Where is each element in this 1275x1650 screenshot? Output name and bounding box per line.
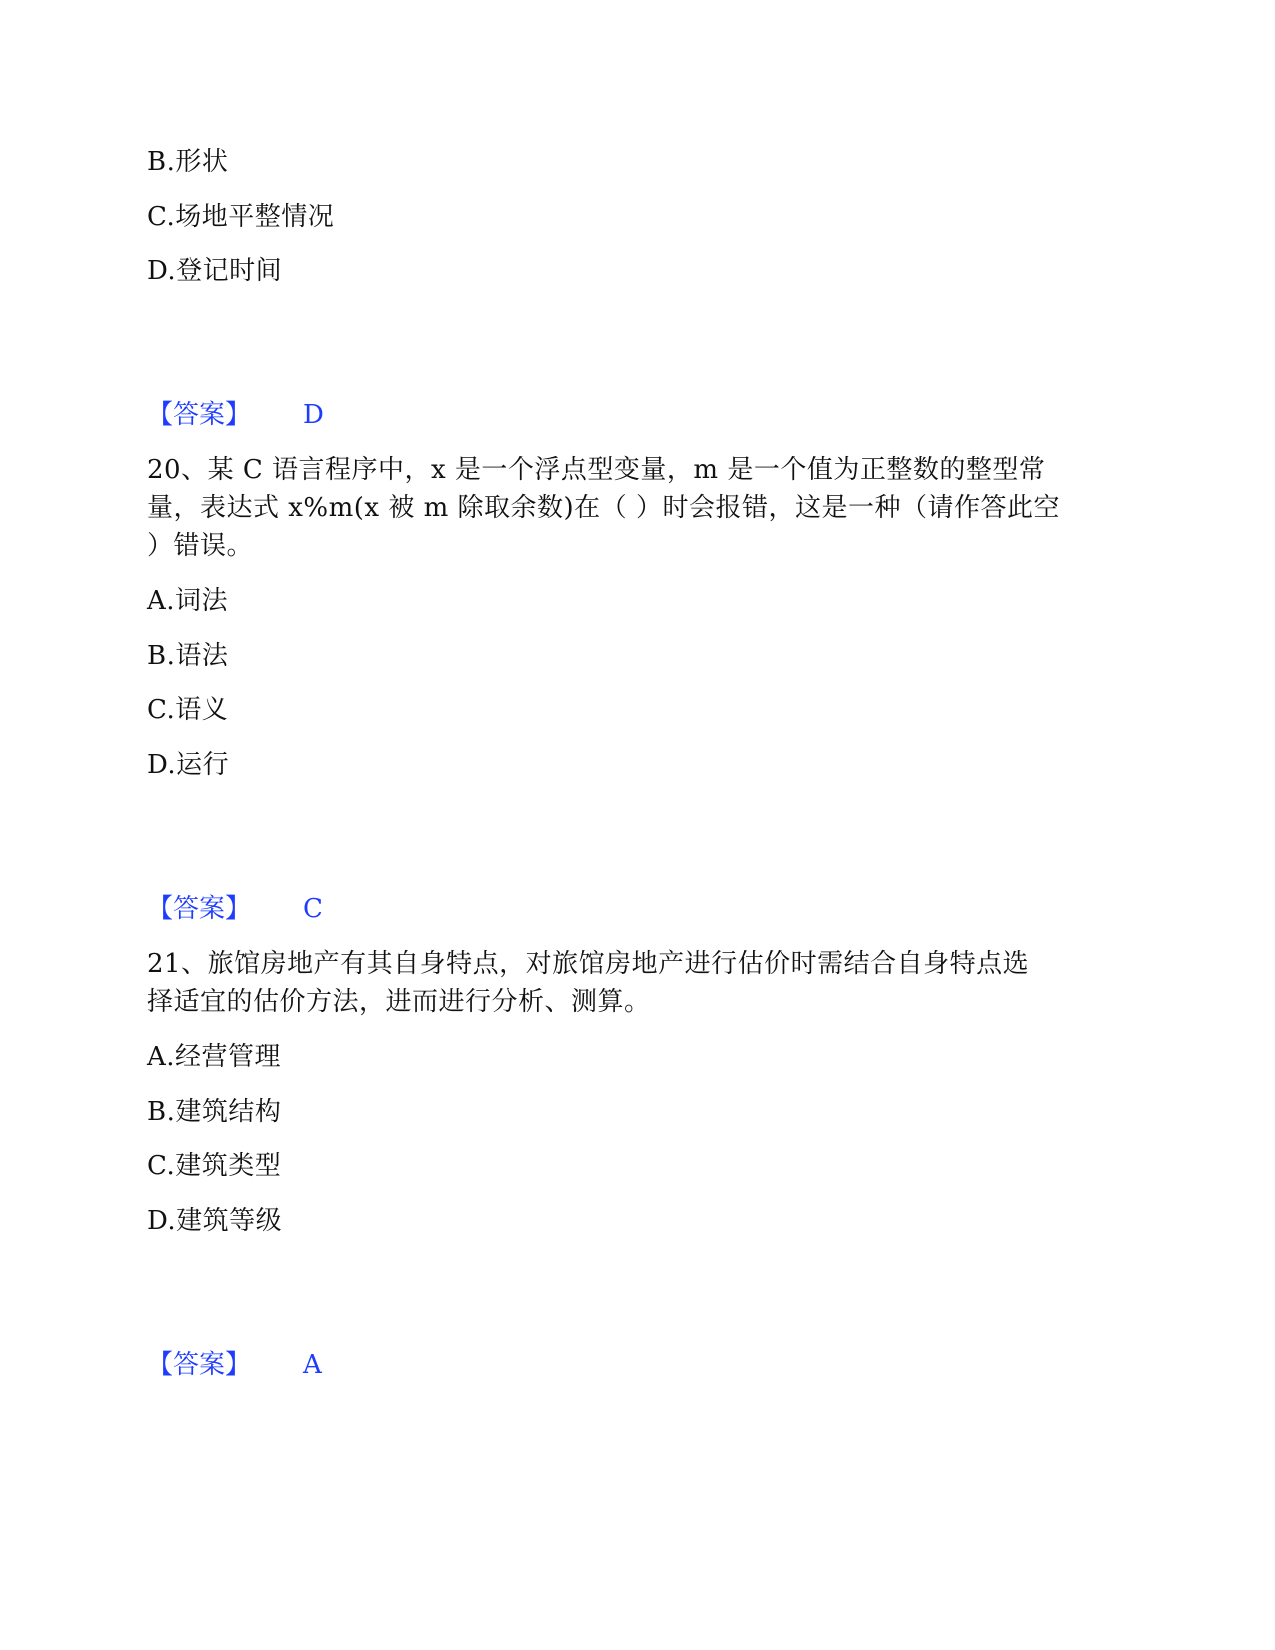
option-b: B.形状 <box>147 147 229 177</box>
option-a: A.词法 <box>147 586 229 616</box>
stem-line: 20、某 C 语言程序中，x 是一个浮点型变量，m 是一个值为正整数的整型常 <box>147 455 1046 485</box>
question-stem <box>147 945 1127 1021</box>
stem-line: 量，表达式 x%m(x 被 m 除取余数)在（ ）时会报错，这是一种（请作答此空 <box>147 493 1060 523</box>
stem-line: ）错误。 <box>147 531 254 561</box>
option-c: C.建筑类型 <box>147 1151 282 1181</box>
answer-value: C <box>303 894 323 924</box>
stem-line: 21、旅馆房地产有其自身特点，对旅馆房地产进行估价时需结合自身特点选 <box>147 949 1030 979</box>
option-b: B.语法 <box>147 641 229 671</box>
answer-value: D <box>303 400 324 430</box>
option-d: D.运行 <box>147 750 230 780</box>
answer-line <box>147 890 323 928</box>
option-d: D.建筑等级 <box>147 1206 283 1236</box>
answer-label: 【答案】 <box>147 1350 252 1380</box>
answer-label: 【答案】 <box>147 894 252 924</box>
answer-line <box>147 1346 322 1384</box>
option-c: C.语义 <box>147 695 229 725</box>
stem-line: 择适宜的估价方法，进而进行分析、测算。 <box>147 987 651 1017</box>
answer-line <box>147 396 324 434</box>
answer-label: 【答案】 <box>147 400 252 430</box>
answer-value: A <box>303 1350 322 1380</box>
option-c: C.场地平整情况 <box>147 202 335 232</box>
option-a: A.经营管理 <box>147 1042 282 1072</box>
option-d: D.登记时间 <box>147 256 283 286</box>
option-b: B.建筑结构 <box>147 1097 282 1127</box>
question-stem <box>147 451 1127 565</box>
